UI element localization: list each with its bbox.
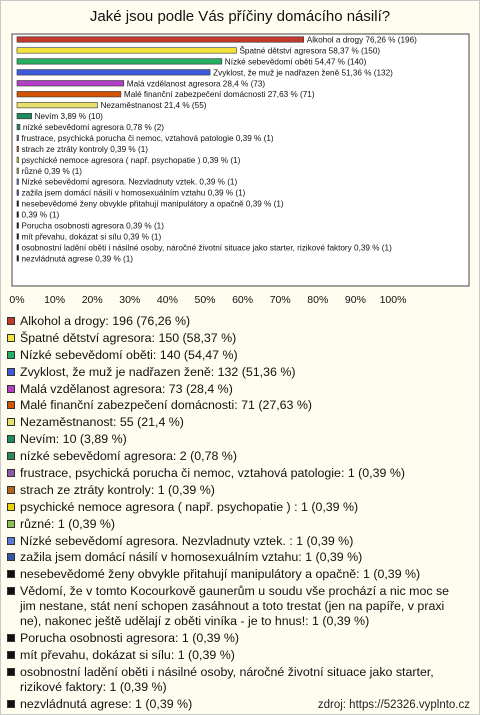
bar-label: nezvládnutá agrese 0,39 % (1) (21, 254, 134, 264)
legend-item (6, 432, 468, 447)
source-label: zdroj: https://52326.vyplnto.cz (317, 699, 470, 711)
bar (17, 124, 20, 129)
legend-swatch (7, 537, 15, 545)
legend-swatch (7, 486, 15, 494)
legend-label: Alkohol a drogy: 196 (76,26 %) (20, 314, 191, 328)
bar (17, 70, 210, 76)
legend-item (6, 567, 468, 582)
legend-label: Malé finanční zabezpečení domácnosti: 71 (27,63 %) (20, 398, 313, 413)
bar (17, 245, 19, 251)
legend-label: Nízké sebevědomí oběti: 140 (54,47 %) (20, 347, 238, 362)
legend-swatch (7, 401, 15, 409)
x-tick-label: 50% (194, 294, 216, 306)
bar (17, 168, 19, 174)
x-tick-label: 20% (81, 294, 103, 306)
legend-item (6, 314, 468, 329)
bar-label: Nízké sebevědomí agresora. Nezvladnuty vztek. 0,39 % (1) (21, 177, 238, 187)
legend-swatch (7, 634, 15, 642)
chart-legend (6, 314, 468, 714)
legend-swatch (7, 668, 15, 676)
bar (17, 135, 19, 141)
bar-label: nesebevědomé ženy obvykle přitahují manipulátory a opačně 0,39 % (1) (21, 199, 284, 209)
legend-label: Zvyklost, že muž je nadřazen ženě: 132 (51,36 %) (20, 364, 296, 379)
legend-swatch (7, 418, 15, 426)
bar-label: nízké sebevědomí agresora 0,78 % (2) (22, 123, 165, 133)
legend-item (6, 382, 468, 397)
bar-label: Malé finanční zabezpečení domácnosti 27,63 % (71) (123, 90, 315, 100)
legend-label: Nevím: 10 (3,89 %) (20, 432, 127, 447)
legend-label: mít převahu, dokázat si sílu: 1 (0,39 %) (20, 648, 235, 663)
chart-title: Jaké jsou podle Vás příčiny domácího násilí? (89, 8, 391, 25)
bar (17, 234, 19, 240)
bar (17, 48, 236, 54)
legend-item (6, 517, 468, 532)
bar-label: Malá vzdělanost agresora 28,4 % (73) (126, 79, 266, 89)
legend-swatch (7, 520, 15, 528)
legend-swatch (7, 700, 15, 708)
bar-label: Alkohol a drogy 76,26 % (196) (306, 35, 417, 45)
bar-label: Nezaměstnanost 21,4 % (55) (100, 101, 207, 111)
legend-label: nesebevědomé ženy obvykle přitahují manipulátory a opačně: 1 (0,39 %) (20, 567, 421, 582)
legend-swatch (7, 651, 15, 659)
bar-label: Porucha osobnosti agresora 0,39 % (1) (21, 221, 164, 231)
bar-label: Nevím 3,89 % (10) (34, 112, 103, 122)
legend-label: Špatné dětství agresora: 150 (58,37 %) (20, 330, 237, 345)
legend-label: Vědomí, že v tomto Kocourkově gaunerům u soudu vše prochází a nic moc se jim nestane, stát není schopen zasáhnout a toto trestat (jen na papíře, v praxi ne), nakonec ještě udělají z oběti viníka - je to hnus!: 1 (0,39 %) (20, 584, 450, 629)
legend-label: různé: 1 (0,39 %) (20, 516, 116, 531)
x-tick-label: 60% (232, 294, 254, 306)
x-tick-label: 0% (9, 294, 25, 306)
legend-item (6, 365, 468, 380)
legend-label: zažila jsem domácí násilí v homosexuálním vztahu: 1 (0,39 %) (20, 550, 363, 565)
legend-swatch (7, 469, 15, 477)
legend-swatch (7, 317, 15, 325)
x-tick-label: 90% (344, 294, 366, 306)
legend-label: strach ze ztráty kontroly: 1 (0,39 %) (20, 482, 215, 497)
x-tick-label: 70% (269, 294, 291, 306)
bar (17, 59, 222, 65)
legend-item (6, 500, 468, 515)
legend-item (6, 348, 468, 363)
bar (17, 81, 124, 87)
bar (17, 256, 19, 261)
legend-item (6, 631, 468, 646)
legend-label: nezvládnutá agrese: 1 (0,39 %) (20, 696, 193, 711)
legend-swatch (7, 435, 15, 443)
x-tick-label: 30% (119, 294, 141, 306)
bar (17, 212, 19, 218)
x-tick-label: 100% (379, 294, 407, 306)
legend-swatch (7, 334, 15, 342)
legend-item (6, 550, 468, 565)
bar (17, 146, 19, 152)
bar-label: psychické nemoce agresora ( např. psychopatie ) 0,39 % (1) (21, 155, 241, 165)
bar (17, 91, 121, 97)
bar-label: různé 0,39 % (1) (21, 166, 83, 176)
bar-label: strach ze ztráty kontroly 0,39 % (1) (21, 144, 148, 154)
legend-label: osobnostní ladění oběti i násilné osoby, náročné životní situace jako starter, rizikové faktory: 1 (0,39 %) (20, 664, 434, 694)
legend-label: psychické nemoce agresora ( např. psychopatie ) : 1 (0,39 %) (20, 499, 359, 514)
bar-chart (0, 0, 480, 312)
bar (17, 157, 19, 163)
x-tick-label: 80% (307, 294, 329, 306)
legend-label: Malá vzdělanost agresora: 73 (28,4 %) (20, 381, 233, 396)
legend-swatch (7, 587, 15, 595)
legend-item (6, 483, 468, 498)
legend-label: Porucha osobnosti agresora: 1 (0,39 %) (20, 631, 240, 646)
legend-swatch (7, 553, 15, 561)
bar-label: mít převahu, dokázat si sílu 0,39 % (1) (21, 232, 162, 242)
bar-label: Špatné dětství agresora 58,37 % (150) (239, 46, 381, 56)
bar (17, 102, 97, 108)
legend-label: nízké sebevědomí agresora: 2 (0,78 %) (20, 449, 237, 464)
bar-label: frustrace, psychická porucha či nemoc, vztahová patologie 0,39 % (1) (21, 133, 274, 143)
bar (17, 113, 32, 119)
legend-item (6, 449, 468, 464)
x-tick-label: 40% (156, 294, 178, 306)
legend-label: Nízké sebevědomí agresora. Nezvladnuty vztek. : 1 (0,39 %) (20, 533, 354, 548)
bar-label: zažila jsem domácí násilí v homosexuálním vztahu 0,39 % (1) (21, 188, 246, 198)
bar-label: osobnostní ladění oběti i násilné osoby, náročné životní situace jako starter, rizikové faktory 0,39 % (1) (21, 243, 392, 253)
bar (17, 201, 19, 207)
legend-swatch (7, 452, 15, 460)
legend-item (6, 665, 468, 695)
legend-item (6, 584, 468, 629)
bar-label: Nízké sebevědomí oběti 54,47 % (140) (224, 57, 367, 67)
legend-item (6, 398, 468, 413)
legend-item (6, 415, 468, 430)
legend-item (6, 648, 468, 663)
bar (17, 190, 19, 196)
legend-swatch (7, 351, 15, 359)
bar-label: 0,39 % (1) (21, 210, 60, 220)
legend-item (6, 534, 468, 549)
legend-swatch (7, 503, 15, 511)
legend-swatch (7, 385, 15, 393)
legend-label: frustrace, psychická porucha či nemoc, vztahová patologie: 1 (0,39 %) (20, 466, 405, 481)
legend-item (6, 466, 468, 481)
bar (17, 179, 19, 185)
x-tick-label: 10% (44, 294, 66, 306)
bar (17, 223, 19, 229)
legend-label: Nezaměstnanost: 55 (21,4 %) (20, 415, 184, 430)
bar-label: Zvyklost, že muž je nadřazen ženě 51,36 % (132) (213, 68, 393, 78)
legend-swatch (7, 570, 15, 578)
bar (17, 37, 304, 43)
legend-item (6, 331, 468, 346)
legend-swatch (7, 368, 15, 376)
